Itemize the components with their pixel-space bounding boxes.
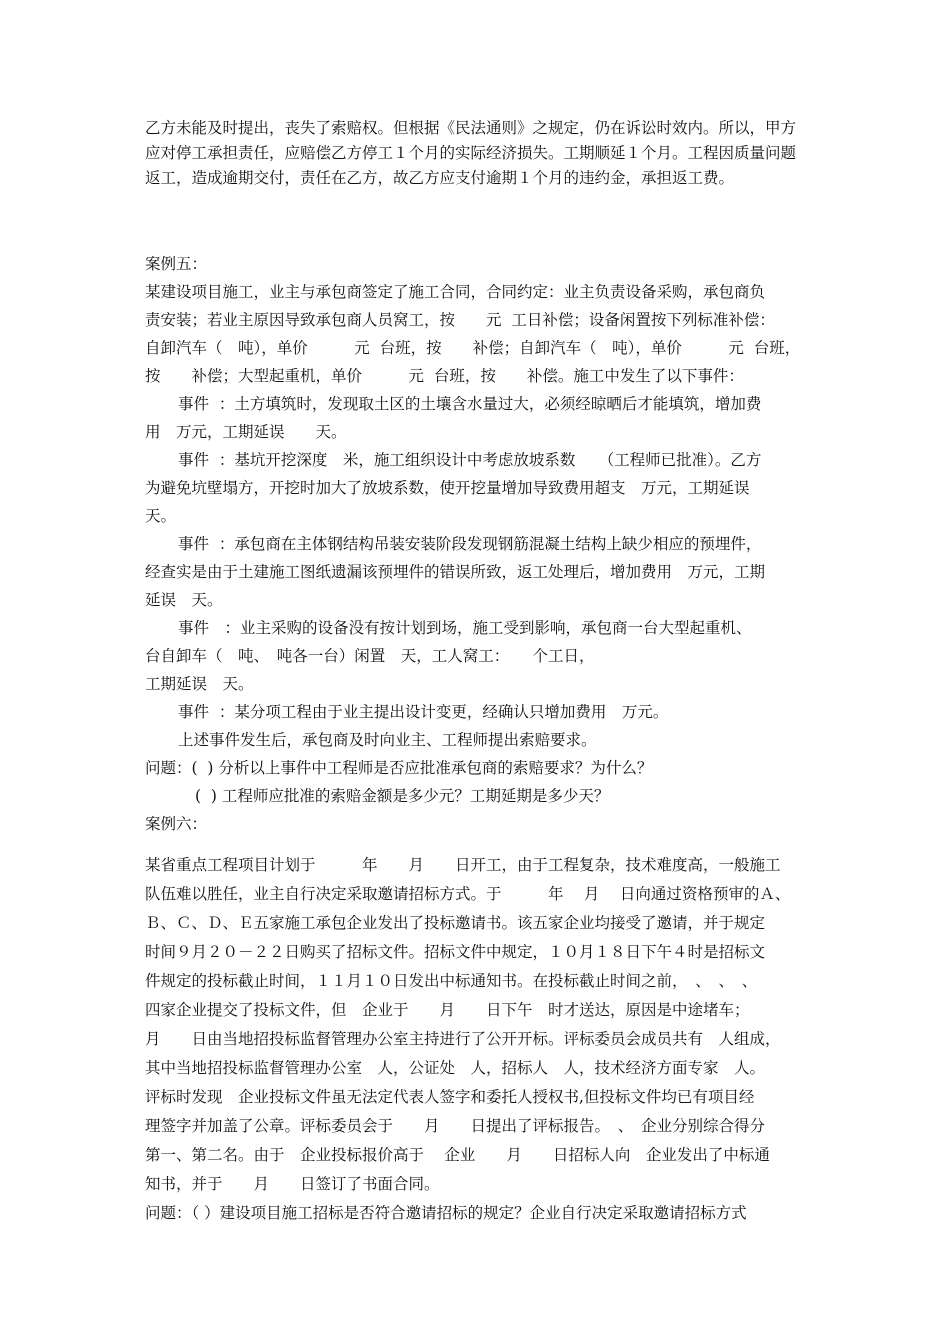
case5-line: 延误 天。 — [145, 591, 223, 609]
case6-line: 件规定的投标截止时间，１１月１０日发出中标通知书。在投标截止时间之前， 、 、 、 — [145, 972, 758, 990]
case6-section — [145, 851, 810, 1228]
case5-question-1: 问题：( ) 分析以上事件中工程师是否应批准承包商的索赔要求？为什么？ — [145, 759, 653, 777]
case5-line: 经查实是由于土建施工图纸遗漏该预埋件的错误所致，返工处理后，增加费用 万元，工期 — [145, 563, 766, 581]
case5-title: 案例五： — [145, 255, 208, 273]
case6-line: 评标时发现 企业投标文件虽无法定代表人签字和委托人授权书,但投标文件均已有项目经 — [145, 1088, 755, 1106]
case5-event-2: 事件 ：基坑开挖深度 米，施工组织设计中考虑放坡系数 （工程师已批准）。乙方 — [178, 451, 762, 469]
case5-line: 工期延误 天。 — [145, 675, 254, 693]
case6-title: 案例六： — [145, 815, 208, 833]
case5-line: 某建设项目施工，业主与承包商签定了施工合同，合同约定：业主负责设备采购，承包商负 — [145, 283, 766, 301]
case6-line: 理签字并加盖了公章。评标委员会于 月 日提出了评标报告。 、 企业分别综合得分 — [145, 1117, 766, 1135]
case5-line: 天。 — [145, 507, 177, 525]
case5-line: 责安装；若业主原因导致承包商人员窝工，按 元 工日补偿；设备闲置按下列标准补偿： — [145, 311, 775, 329]
case5-question-2: ( ) 工程师应批准的索赔金额是多少元？工期延期是多少天？ — [195, 787, 610, 805]
case6-line: 某省重点工程项目计划于 年 月 日开工，由于工程复杂，技术难度高，一般施工 — [145, 856, 781, 874]
case5-event-3: 事件 ：承包商在主体钢结构吊装安装阶段发现钢筋混凝土结构上缺少相应的预埋件， — [178, 535, 762, 553]
case5-event-5: 事件 ：某分项工程由于业主提出设计变更，经确认只增加费用 万元。 — [178, 703, 669, 721]
case6-line: 时间９月２０－２２日购买了招标文件。招标文件中规定，１０月１８日下午４时是招标文 — [145, 943, 766, 961]
case5-event-1: 事件 ：土方填筑时，发现取土区的土壤含水量过大，必须经晾晒后才能填筑，增加费 — [178, 395, 762, 413]
case5-section — [145, 250, 810, 838]
case6-line: 其中当地招投标监督管理办公室 人，公证处 人，招标人 人，技术经济方面专家 人。 — [145, 1059, 766, 1077]
case5-event-4: 事件 ：业主采购的设备没有按计划到场，施工受到影响，承包商一台大型起重机、 — [178, 619, 752, 637]
case6-line: Ｂ、Ｃ、Ｄ、Ｅ五家施工承包企业发出了投标邀请书。该五家企业均接受了邀请，并于规定 — [145, 914, 766, 932]
case6-question-1: 问题：（ ）建设项目施工招标是否符合邀请招标的规定？企业自行决定采取邀请招标方式 — [145, 1204, 747, 1222]
case5-line: 用 万元，工期延误 天。 — [145, 423, 347, 441]
case6-line: 队伍难以胜任，业主自行决定采取邀请招标方式。于 年 月 日向通过资格预审的Ａ、 — [145, 885, 791, 903]
case6-line: 第一、第二名。由于 企业投标报价高于 企业 月 日招标人向 企业发出了中标通 — [145, 1146, 770, 1164]
case5-line: 自卸汽车（ 吨），单价 元 台班，按 补偿；自卸汽车（ 吨），单价 元 台班， — [145, 339, 801, 357]
case6-line: 知书，并于 月 日签订了书面合同。 — [145, 1175, 440, 1193]
case5-line: 按 补偿；大型起重机，单价 元 台班，按 补偿。施工中发生了以下事件： — [145, 367, 744, 385]
intro-paragraph: 乙方未能及时提出，丧失了索赔权。但根据《民法通则》之规定，仍在诉讼时效内。所以，甲方应对停工承担责任，应赔偿乙方停工１个月的实际经济损失。工期顺延１个月。工程因质量问题返工，造成逾期交付，责任在乙方，故乙方应支付逾期１个月的违约金，承担返工费。 — [145, 119, 797, 187]
case5-line: 台自卸车（ 吨、 吨各一台）闲置 天，工人窝工： 个工日， — [145, 647, 595, 665]
case6-line: 四家企业提交了投标文件，但 企业于 月 日下午 时才送达，原因是中途堵车； — [145, 1001, 750, 1019]
case5-line: 为避免坑壁塌方，开挖时加大了放坡系数，使开挖量增加导致费用超支 万元，工期延误 — [145, 479, 750, 497]
case6-line: 月 日由当地招投标监督管理办公室主持进行了公开开标。评标委员会成员共有 人组成， — [145, 1030, 781, 1048]
case5-summary: 上述事件发生后，承包商及时向业主、工程师提出索赔要求。 — [178, 731, 597, 749]
